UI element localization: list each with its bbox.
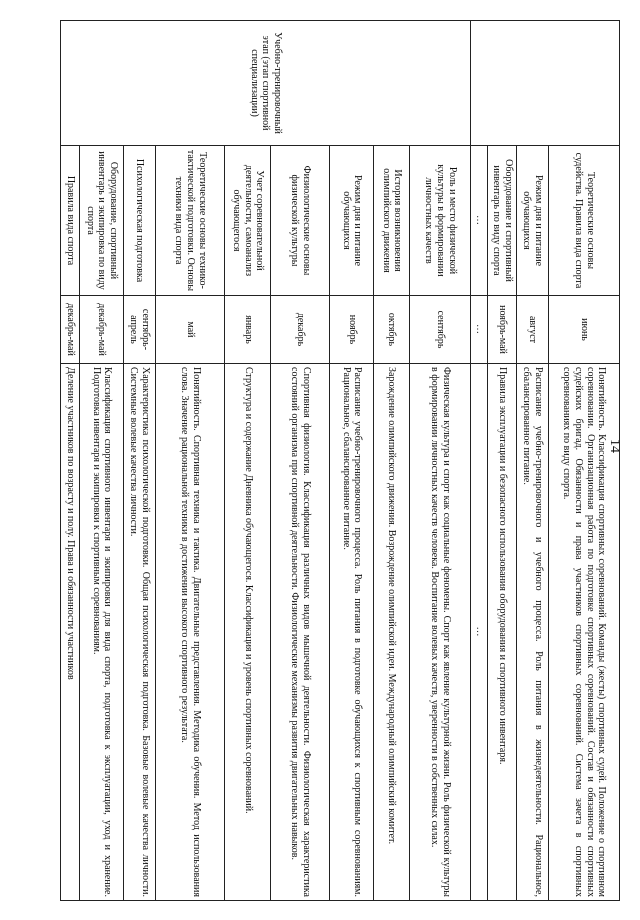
topic-cell: Правила вида спорта [61,146,80,296]
month-cell: ноябрь [330,296,374,364]
topic-cell: Оборудование и спортивный инвентарь по виду спорта [487,146,516,296]
stage-cell-top [470,21,619,146]
content-cell: Структура и содержание Дневника обучающегося. Классификация и уровень спортивных соревнований. [225,364,271,901]
content-cell: Расписание учебно-тренировочного и учебного процесса. Роль питания в жизнедеятельности. Рациональное, сбалансированное питание. [517,364,549,901]
topic-cell: Учет соревновательной деятельности, самоанализ обучающегося [225,146,271,296]
table-row [124,21,156,901]
month-cell: декабрь-май [61,296,80,364]
month-cell: декабрь [271,296,330,364]
content-cell: Расписание учебно-тренировочного процесса. Роль питания в подготовке обучающихся к спортивным соревнованиям. Рациональное, сбалансированное питание. [330,364,374,901]
month-cell: … [470,296,487,364]
rotated-sheet [60,20,620,900]
month-cell: август [517,296,549,364]
page-number: 14 [607,439,622,453]
topic-cell: Психологическая подготовка [124,146,156,296]
topic-cell: Режим дня и питание обучающихся [330,146,374,296]
content-cell: Понятийность. Классификация спортивных соревнований. Команды (жесты) спортивных судей. Положение о спортивном соревновании. Организационная работа по подготовке спортивных соревнований. Состав и обязанности спортивных судейских бригад. Обязанности и права участников спортивных соревнований. Система зачета в спортивных соревнованиях по виду спорта. [548,364,619,901]
table-row [155,21,224,901]
theory-program-table [60,20,620,901]
table-row [225,21,271,901]
month-cell: январь [225,296,271,364]
month-cell: июнь [548,296,619,364]
content-cell: Классификация спортивного инвентаря и экипировки для вида спорта, подготовка к эксплуатации, уход и хранение. Подготовка инвентаря и экипировки к спортивным соревнованиям. [80,364,124,901]
topic-cell: Оборудование, спортивный инвентарь и экипировка по виду спорта [80,146,124,296]
table-row [61,21,80,901]
month-cell: май [155,296,224,364]
table-row [517,21,549,901]
month-cell: декабрь-май [80,296,124,364]
content-cell: Понятийность. Спортивная техника и тактика. Двигательные представления. Методика обучения. Метод использования слова. Значение рациональной техники в достижении высокого спортивного результата. [155,364,224,901]
table-row [80,21,124,901]
table-row [374,21,410,901]
stage-cell: Учебно-тренировочный этап (этап спортивной специализации) [61,21,471,146]
table-row [271,21,330,901]
content-cell: Правила эксплуатации и безопасного использования оборудования и спортивного инвентаря. [487,364,516,901]
content-cell: Характеристика психологической подготовки. Общая психологическая подготовка. Базовые волевые качества личности. Системные волевые качества личности. [124,364,156,901]
content-cell: Физическая культура и спорт как социальные феномены. Спорт как явление культурной жизни. Роль физической культуры в формировании личностных качеств человека. Воспитание волевых качеств, уверенности в собственных силах. [409,364,470,901]
content-cell: Деление участников по возрасту и полу. Права и обязанности участников [61,364,80,901]
table-row [409,21,470,901]
month-cell: октябрь [374,296,410,364]
content-cell: Спортивная физиология. Классификация различных видов мышечной деятельности. Физиологическая характеристика состояний организма при спортивной деятельности. Физиологические механизмы развития двигательных навыков. [271,364,330,901]
topic-cell: Режим дня и питание обучающихся [517,146,549,296]
topic-cell: Роль и место физической культуры в формировании личностных качеств [409,146,470,296]
month-cell: сентябрь [409,296,470,364]
table-row [330,21,374,901]
month-cell: ноябрь-май [487,296,516,364]
topic-cell: История возникновения олимпийского движения [374,146,410,296]
topic-cell: Теоретические основы судейства. Правила вида спорта [548,146,619,296]
topic-cell: … [470,146,487,296]
topic-cell: Физиологические основы физической культуры [271,146,330,296]
content-cell: Зарождение олимпийского движения. Возрождение олимпийской идеи. Международный олимпийский комитет. [374,364,410,901]
table-row [487,21,516,901]
month-cell: сентябрь-апрель [124,296,156,364]
table-row [470,21,487,901]
table-row [548,21,619,901]
content-cell: … [470,364,487,901]
topic-cell: Теоретические основы технико-тактической подготовки. Основы техники вида спорта [155,146,224,296]
